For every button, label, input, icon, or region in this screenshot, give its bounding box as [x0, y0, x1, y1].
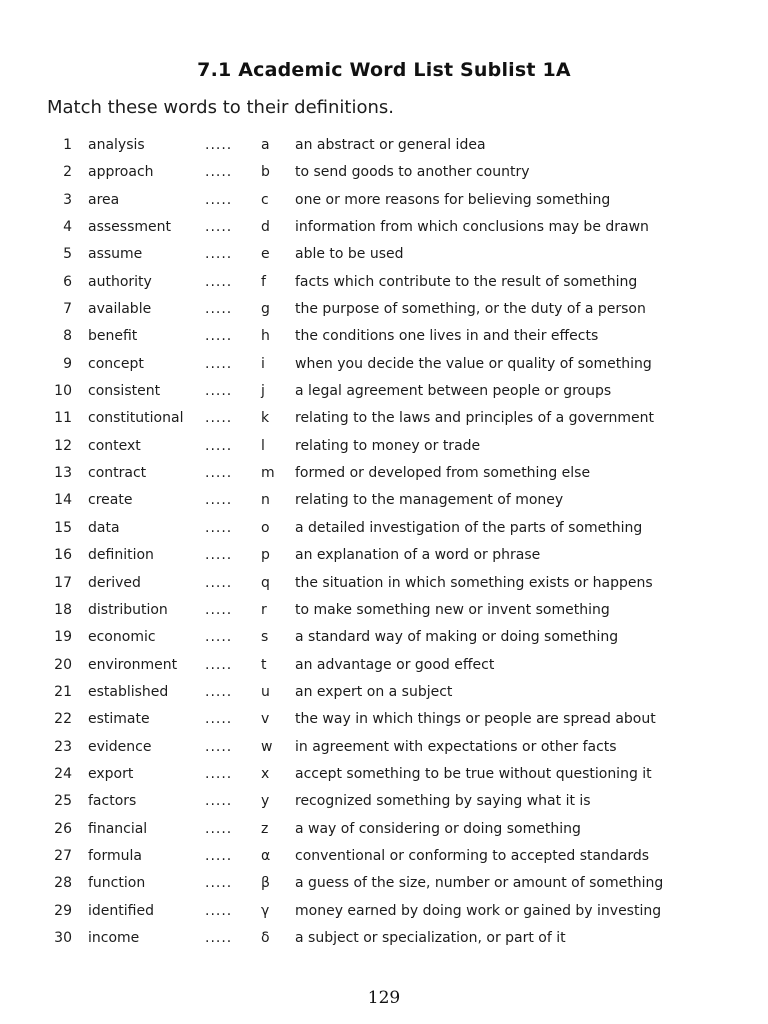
answer-blank[interactable]: ..... — [205, 164, 233, 181]
answer-blank[interactable]: ..... — [205, 519, 233, 536]
word-term: function — [88, 875, 146, 892]
definition-text: facts which contribute to the result of something — [295, 273, 638, 290]
word-row — [0, 761, 768, 788]
word-term: formula — [88, 847, 142, 864]
definition-text: relating to the laws and principles of a government — [295, 410, 654, 427]
item-number: 27 — [54, 847, 72, 864]
answer-blank[interactable]: ..... — [205, 191, 233, 208]
answer-blank[interactable]: ..... — [205, 219, 233, 236]
item-number: 6 — [63, 273, 72, 290]
answer-blank[interactable]: ..... — [205, 301, 233, 318]
word-term: derived — [88, 574, 141, 591]
answer-blank[interactable]: ..... — [205, 875, 233, 892]
word-term: assessment — [88, 219, 171, 236]
definition-text: to send goods to another country — [295, 164, 530, 181]
word-row — [0, 460, 768, 487]
word-term: area — [88, 191, 120, 208]
word-row — [0, 378, 768, 405]
word-term: financial — [88, 820, 148, 837]
answer-blank[interactable]: ..... — [205, 629, 233, 646]
word-row — [0, 925, 768, 952]
item-number: 20 — [54, 656, 72, 673]
answer-blank[interactable]: ..... — [205, 547, 233, 564]
word-list — [0, 132, 768, 952]
item-number: 17 — [54, 574, 72, 591]
item-number: 24 — [54, 765, 72, 782]
word-term: definition — [88, 547, 154, 564]
word-term: data — [88, 519, 120, 536]
item-number: 30 — [54, 929, 72, 946]
word-term: economic — [88, 629, 156, 646]
item-number: 12 — [54, 437, 72, 454]
item-number: 22 — [54, 711, 72, 728]
word-term: assume — [88, 246, 143, 263]
definition-text: an expert on a subject — [295, 683, 453, 700]
definition-letter: s — [261, 629, 269, 646]
definition-letter: v — [261, 711, 270, 728]
word-term: concept — [88, 355, 144, 372]
word-row — [0, 351, 768, 378]
definition-letter: w — [261, 738, 273, 755]
definition-letter: c — [261, 191, 269, 208]
definition-letter: p — [261, 547, 270, 564]
word-term: benefit — [88, 328, 138, 345]
definition-text: an advantage or good effect — [295, 656, 495, 673]
answer-blank[interactable]: ..... — [205, 847, 233, 864]
definition-letter: o — [261, 519, 270, 536]
word-row — [0, 187, 768, 214]
item-number: 23 — [54, 738, 72, 755]
definition-text: to make something new or invent something — [295, 601, 610, 618]
word-term: approach — [88, 164, 154, 181]
word-row — [0, 816, 768, 843]
item-number: 16 — [54, 547, 72, 564]
definition-letter: y — [261, 793, 270, 810]
definition-letter: h — [261, 328, 270, 345]
definition-letter: e — [261, 246, 270, 263]
answer-blank[interactable]: ..... — [205, 793, 233, 810]
definition-letter: b — [261, 164, 270, 181]
definition-text: conventional or conforming to accepted standards — [295, 847, 650, 864]
answer-blank[interactable]: ..... — [205, 738, 233, 755]
definition-text: formed or developed from something else — [295, 465, 591, 482]
word-row — [0, 405, 768, 432]
answer-blank[interactable]: ..... — [205, 410, 233, 427]
answer-blank[interactable]: ..... — [205, 683, 233, 700]
answer-blank[interactable]: ..... — [205, 820, 233, 837]
word-row — [0, 679, 768, 706]
definition-letter: δ — [261, 929, 270, 946]
item-number: 15 — [54, 519, 72, 536]
definition-letter: n — [261, 492, 270, 509]
definition-text: able to be used — [295, 246, 404, 263]
definition-letter: g — [261, 301, 270, 318]
word-row — [0, 269, 768, 296]
answer-blank[interactable]: ..... — [205, 765, 233, 782]
item-number: 1 — [63, 137, 72, 153]
answer-blank[interactable]: ..... — [205, 465, 233, 482]
word-term: constitutional — [88, 410, 184, 427]
definition-text: money earned by doing work or gained by investing — [295, 902, 662, 919]
word-row — [0, 296, 768, 323]
definition-text: a legal agreement between people or groups — [295, 383, 612, 400]
answer-blank[interactable]: ..... — [205, 246, 233, 263]
answer-blank[interactable]: ..... — [205, 355, 233, 372]
item-number: 29 — [54, 902, 72, 919]
definition-letter: z — [261, 820, 269, 837]
definition-text: a guess of the size, number or amount of something — [295, 875, 664, 892]
definition-letter: f — [261, 273, 266, 290]
definition-letter: γ — [261, 902, 270, 919]
word-row — [0, 843, 768, 870]
word-term: export — [88, 765, 134, 782]
item-number: 19 — [54, 629, 72, 646]
word-term: context — [88, 437, 141, 454]
item-number: 28 — [54, 875, 72, 892]
item-number: 9 — [63, 355, 72, 372]
word-row — [0, 241, 768, 268]
word-term: environment — [88, 656, 178, 673]
word-term: authority — [88, 273, 152, 290]
answer-blank[interactable]: ..... — [205, 328, 233, 345]
word-row — [0, 433, 768, 460]
definition-letter: t — [261, 656, 267, 673]
definition-text: the conditions one lives in and their effects — [295, 328, 599, 345]
item-number: 13 — [54, 465, 72, 482]
instruction-text: Match these words to their definitions. — [47, 97, 394, 118]
word-term: identified — [88, 902, 154, 919]
word-row — [0, 542, 768, 569]
word-row — [0, 159, 768, 186]
word-row — [0, 652, 768, 679]
definition-text: the situation in which something exists or happens — [295, 574, 653, 591]
item-number: 10 — [54, 383, 72, 400]
word-term: available — [88, 301, 152, 318]
word-term: contract — [88, 465, 147, 482]
definition-letter: x — [261, 765, 270, 782]
word-row — [0, 487, 768, 514]
word-term: consistent — [88, 383, 161, 400]
word-row — [0, 323, 768, 350]
item-number: 3 — [63, 191, 72, 208]
definition-letter: l — [261, 437, 265, 454]
answer-blank[interactable]: ..... — [205, 929, 233, 946]
word-row — [0, 624, 768, 651]
answer-blank[interactable]: ..... — [205, 383, 233, 400]
item-number: 14 — [54, 492, 72, 509]
definition-text: a standard way of making or doing something — [295, 629, 619, 646]
word-term: factors — [88, 793, 137, 810]
definition-text: one or more reasons for believing something — [295, 191, 611, 208]
definition-text: relating to the management of money — [295, 492, 564, 509]
word-row — [0, 734, 768, 761]
definition-letter: i — [261, 355, 265, 372]
word-term: income — [88, 929, 140, 946]
definition-text: an abstract or general idea — [295, 137, 486, 153]
definition-letter: r — [261, 601, 267, 618]
definition-text: when you decide the value or quality of something — [295, 355, 652, 372]
word-term: create — [88, 492, 133, 509]
answer-blank[interactable]: ..... — [205, 711, 233, 728]
item-number: 18 — [54, 601, 72, 618]
definition-text: the purpose of something, or the duty of a person — [295, 301, 646, 318]
definition-letter: β — [261, 875, 270, 892]
definition-letter: u — [261, 683, 270, 700]
definition-text: a subject or specialization, or part of it — [295, 929, 566, 946]
answer-blank[interactable]: ..... — [205, 273, 233, 290]
definition-text: information from which conclusions may be drawn — [295, 219, 649, 236]
item-number: 25 — [54, 793, 72, 810]
word-row — [0, 898, 768, 925]
word-row — [0, 515, 768, 542]
word-row — [0, 570, 768, 597]
definition-text: a way of considering or doing something — [295, 820, 581, 837]
definition-text: accept something to be true without questioning it — [295, 765, 652, 782]
definition-text: an explanation of a word or phrase — [295, 547, 541, 564]
answer-blank[interactable]: ..... — [205, 574, 233, 591]
definition-letter: α — [261, 847, 271, 864]
page-number: 129 — [367, 988, 401, 1008]
definition-letter: j — [261, 383, 265, 400]
definition-text: the way in which things or people are spread about — [295, 711, 656, 728]
item-number: 5 — [63, 246, 72, 263]
definition-text: in agreement with expectations or other facts — [295, 738, 617, 755]
item-number: 4 — [63, 219, 72, 236]
definition-letter: q — [261, 574, 270, 591]
word-term: analysis — [88, 137, 145, 153]
answer-blank[interactable]: ..... — [205, 437, 233, 454]
word-row — [0, 132, 768, 159]
definition-text: a detailed investigation of the parts of something — [295, 519, 643, 536]
answer-blank[interactable]: ..... — [205, 492, 233, 509]
answer-blank[interactable]: ..... — [205, 902, 233, 919]
item-number: 26 — [54, 820, 72, 837]
word-row — [0, 788, 768, 815]
item-number: 8 — [63, 328, 72, 345]
word-row — [0, 214, 768, 241]
item-number: 7 — [63, 301, 72, 318]
page-title: 7.1 Academic Word List Sublist 1A — [197, 58, 571, 81]
item-number: 11 — [54, 410, 72, 427]
answer-blank[interactable]: ..... — [205, 656, 233, 673]
item-number: 2 — [63, 164, 72, 181]
word-term: evidence — [88, 738, 152, 755]
item-number: 21 — [54, 683, 72, 700]
definition-letter: m — [261, 465, 275, 482]
word-row — [0, 706, 768, 733]
definition-letter: d — [261, 219, 270, 236]
answer-blank[interactable]: ..... — [205, 601, 233, 618]
word-row — [0, 870, 768, 897]
word-row — [0, 597, 768, 624]
definition-text: relating to money or trade — [295, 437, 481, 454]
definition-letter: k — [261, 410, 270, 427]
word-term: distribution — [88, 601, 168, 618]
answer-blank[interactable]: ..... — [205, 137, 233, 153]
definition-text: recognized something by saying what it is — [295, 793, 591, 810]
definition-letter: a — [261, 137, 270, 153]
word-term: established — [88, 683, 169, 700]
word-term: estimate — [88, 711, 150, 728]
